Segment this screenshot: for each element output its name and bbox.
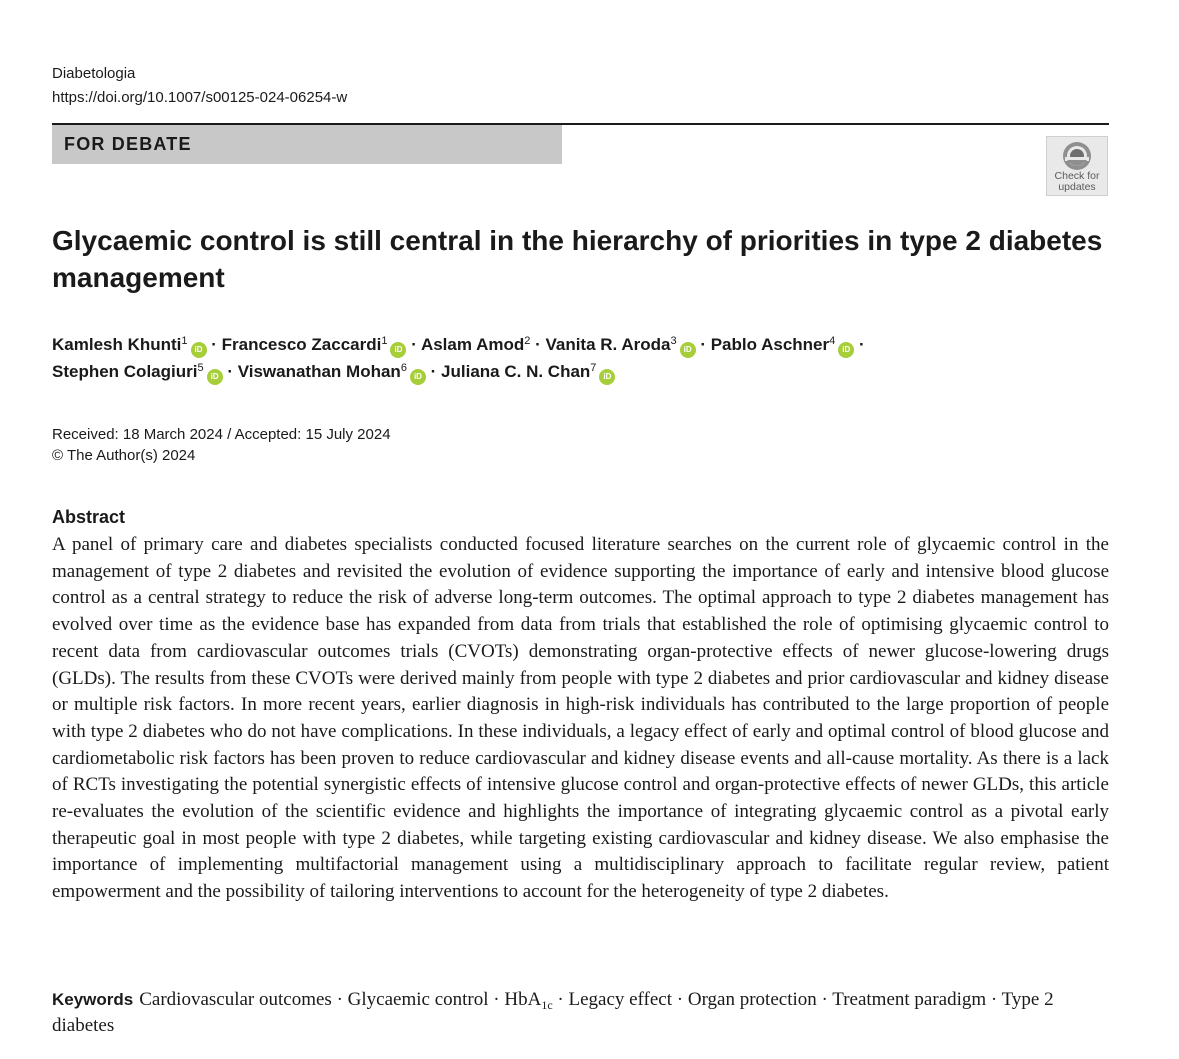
author-name-text: Juliana C. N. Chan [441, 362, 591, 381]
author-name-text: Francesco Zaccardi [221, 335, 382, 354]
author-separator: · [425, 362, 442, 381]
doi-link[interactable]: https://doi.org/10.1007/s00125-024-06254-w [52, 89, 348, 106]
author-name[interactable] [441, 362, 596, 381]
author-list [52, 331, 1112, 385]
orcid-icon[interactable]: iD [410, 369, 426, 385]
author-separator: · [222, 362, 238, 381]
article-type-banner [52, 125, 562, 164]
affiliation-number: 3 [670, 335, 677, 347]
keyword: Glycaemic control [347, 989, 489, 1010]
affiliation-number: 1 [181, 335, 188, 347]
keywords-heading: Keywords [52, 990, 134, 1009]
article-dates [52, 424, 391, 466]
author-name[interactable] [238, 362, 407, 381]
author-name-text: Viswanathan Mohan [237, 362, 401, 381]
affiliation-number: 2 [524, 335, 531, 347]
author-name-text: Vanita R. Aroda [545, 335, 671, 354]
author-separator: · [530, 335, 546, 354]
author-name-text: Pablo Aschner [710, 335, 830, 354]
article-title: Glycaemic control is still central in the hierarchy of priorities in type 2 diabetes management [52, 225, 1103, 293]
author-name[interactable] [711, 335, 836, 354]
orcid-icon[interactable]: iD [191, 342, 207, 358]
keyword: Organ protection [687, 989, 817, 1010]
author-name[interactable] [52, 362, 204, 381]
author-separator: · [854, 335, 865, 354]
author-name-text: Kamlesh Khunti [52, 335, 182, 354]
author-name-text: Aslam Amod [420, 335, 525, 354]
orcid-icon[interactable]: iD [838, 342, 854, 358]
author-separator: · [695, 335, 711, 354]
affiliation-number: 6 [400, 362, 407, 374]
keyword: Type 2 diabetes [52, 989, 1054, 1036]
check-for-updates-label-2: updates [1058, 181, 1096, 193]
author-name-text: Stephen Colagiuri [52, 362, 198, 381]
affiliation-number: 5 [197, 362, 204, 374]
copyright-notice: © The Author(s) 2024 [52, 447, 196, 464]
journal-name: Diabetologia [52, 65, 136, 82]
received-accepted-dates: Received: 18 March 2024 / Accepted: 15 July 2024 [52, 426, 391, 443]
author-separator: · [206, 335, 222, 354]
keyword: Treatment paradigm [832, 989, 987, 1010]
abstract-heading: Abstract [52, 507, 126, 527]
check-for-updates-icon [1061, 140, 1093, 172]
affiliation-number: 1 [381, 335, 388, 347]
affiliation-number: 7 [590, 362, 597, 374]
article-type-label: FOR DEBATE [64, 134, 192, 154]
keyword: HbA$_{1c}$ [504, 989, 553, 1012]
check-for-updates-button[interactable] [1046, 136, 1108, 196]
author-name[interactable] [421, 335, 530, 354]
keyword: Cardiovascular outcomes [139, 989, 332, 1010]
affiliation-number: 4 [829, 335, 836, 347]
author-name[interactable] [222, 335, 388, 354]
orcid-icon[interactable]: iD [390, 342, 406, 358]
author-name[interactable] [545, 335, 676, 354]
author-separator: · [406, 335, 421, 354]
keywords-list: Cardiovascular outcomes · Glycaemic control · HbA$_{1c}$ · Legacy effect · Organ protection · Treatment paradigm · Type 2 diabetes [52, 989, 1054, 1036]
keywords-section [52, 987, 1112, 1039]
keyword: Legacy effect [568, 989, 673, 1010]
orcid-icon[interactable]: iD [680, 342, 696, 358]
abstract-text: A panel of primary care and diabetes specialists conducted focused literature searches on the current role of glycaemic control in the management of type 2 diabetes and revisited the evolution of evidence supporting the importance of early and intensive blood glucose control as a central strategy to reduce the risk of adverse long-term outcomes. The optimal approach to type 2 diabetes management has evolved over time as the evidence base has expanded from data from trials that established the role of optimising glycaemic control to recent data from cardiovascular outcomes trials (CVOTs) demonstrating organ-protective effects of newer glucose-lowering drugs (GLDs). The results from these CVOTs were derived mainly from people with type 2 diabetes and prior cardiovascular and kidney disease or multiple risk factors. In more recent years, earlier diagnosis in high-risk individuals has contributed to the large proportion of people with type 2 diabetes who do not have complications. In these individuals, a legacy effect of early and optimal control of blood glucose and cardiometabolic risk factors has been proven to reduce cardiovascular and kidney disease events and all-cause mortality. As there is a lack of RCTs investigating the potential synergistic effects of intensive glucose control and organ-protective effects of newer GLDs, this article re-evaluates the evolution of the scientific evidence and highlights the importance of integrating glycaemic control as a pivotal early therapeutic goal in most people with type 2 diabetes, while targeting existing cardiovascular and kidney disease. We also emphasise the importance of implementing multifactorial management using a multidisciplinary approach to facilitate regular review, patient empowerment and the possibility of tailoring interventions to account for the heterogeneity of type 2 diabetes. [52, 534, 1109, 903]
check-for-updates-label-1: Check for [1054, 170, 1100, 182]
orcid-icon[interactable]: iD [207, 369, 223, 385]
author-name[interactable] [52, 335, 188, 354]
orcid-icon[interactable]: iD [599, 369, 615, 385]
